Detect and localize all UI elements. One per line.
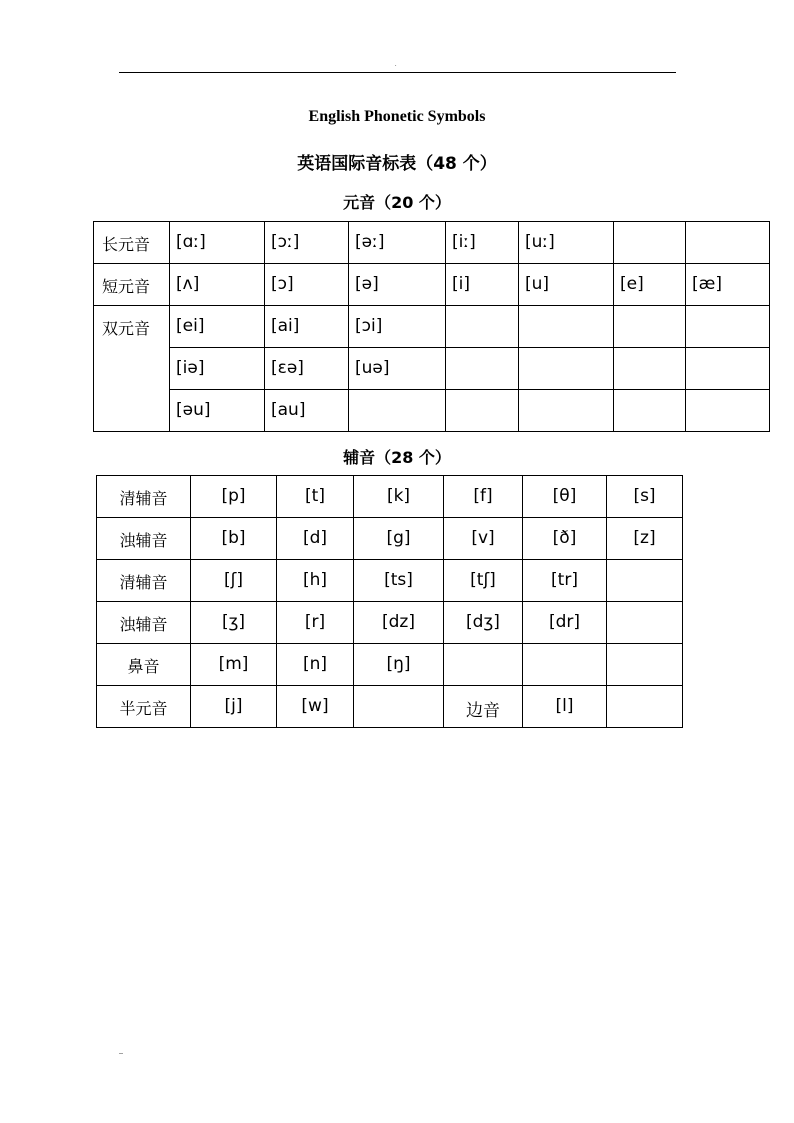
vowel-cell xyxy=(446,306,519,348)
consonant-cell: [f] xyxy=(444,476,523,518)
vowel-cell xyxy=(686,348,770,390)
vowel-cell: [uː] xyxy=(519,222,614,264)
vowel-table xyxy=(93,221,770,432)
row-label: 双元音 xyxy=(94,306,170,348)
vowel-cell: [iə] xyxy=(170,348,265,390)
vowel-cell xyxy=(446,348,519,390)
consonant-cell: [g] xyxy=(354,518,444,560)
consonant-cell: [t] xyxy=(277,476,354,518)
consonant-row xyxy=(97,518,683,560)
vowel-cell xyxy=(614,306,686,348)
vowel-cell: [uə] xyxy=(349,348,446,390)
consonant-cell: [v] xyxy=(444,518,523,560)
vowel-cell xyxy=(686,222,770,264)
consonant-cell: [l] xyxy=(523,686,607,728)
consonant-cell xyxy=(523,644,607,686)
vowel-cell: [ʌ] xyxy=(170,264,265,306)
consonant-cell xyxy=(607,644,683,686)
vowel-cell xyxy=(614,348,686,390)
header-rule xyxy=(119,72,676,73)
consonant-row xyxy=(97,686,683,728)
consonant-cell: [d] xyxy=(277,518,354,560)
consonant-cell: [z] xyxy=(607,518,683,560)
consonant-cell: [b] xyxy=(191,518,277,560)
row-label: 鼻音 xyxy=(97,644,191,686)
consonant-cell: [n] xyxy=(277,644,354,686)
empty-cell xyxy=(94,390,170,432)
consonant-cell: [tʃ] xyxy=(444,560,523,602)
consonant-cell xyxy=(607,602,683,644)
title-chinese: 英语国际音标表（48 个） xyxy=(297,154,497,174)
row-label: 半元音 xyxy=(97,686,191,728)
vowel-cell: [æ] xyxy=(686,264,770,306)
consonant-cell: [r] xyxy=(277,602,354,644)
vowel-cell: [ɑː] xyxy=(170,222,265,264)
consonant-cell xyxy=(354,686,444,728)
consonant-table xyxy=(96,475,683,728)
vowel-cell: [ə] xyxy=(349,264,446,306)
consonant-cell: [j] xyxy=(191,686,277,728)
consonant-row xyxy=(97,560,683,602)
consonant-cell: [θ] xyxy=(523,476,607,518)
vowel-row-diphthong-2 xyxy=(94,348,770,390)
consonant-cell: [ʃ] xyxy=(191,560,277,602)
consonant-cell: [s] xyxy=(607,476,683,518)
consonant-cell: [k] xyxy=(354,476,444,518)
consonant-cell: [w] xyxy=(277,686,354,728)
vowel-row-diphthong-3 xyxy=(94,390,770,432)
consonant-cell: [ʒ] xyxy=(191,602,277,644)
vowel-cell xyxy=(686,306,770,348)
vowel-cell xyxy=(614,390,686,432)
footer-dots: .. xyxy=(119,1047,123,1056)
consonant-cell: [tr] xyxy=(523,560,607,602)
vowel-cell: [i] xyxy=(446,264,519,306)
consonant-cell: [dr] xyxy=(523,602,607,644)
vowel-cell xyxy=(519,306,614,348)
header-dot: . xyxy=(395,62,397,68)
consonant-cell: [dz] xyxy=(354,602,444,644)
empty-cell xyxy=(94,348,170,390)
consonant-cell: [h] xyxy=(277,560,354,602)
consonant-cell xyxy=(607,686,683,728)
consonant-cell: [m] xyxy=(191,644,277,686)
vowel-cell xyxy=(519,348,614,390)
vowel-cell: [ɔː] xyxy=(265,222,349,264)
vowel-cell xyxy=(349,390,446,432)
vowel-cell: [iː] xyxy=(446,222,519,264)
consonant-cell: [dʒ] xyxy=(444,602,523,644)
vowel-cell: [ai] xyxy=(265,306,349,348)
row-label: 清辅音 xyxy=(97,560,191,602)
title-english: English Phonetic Symbols xyxy=(308,108,486,125)
vowel-cell: [e] xyxy=(614,264,686,306)
consonant-row xyxy=(97,476,683,518)
consonant-section-title: 辅音（28 个） xyxy=(343,448,451,467)
consonant-row xyxy=(97,644,683,686)
row-label: 短元音 xyxy=(94,264,170,306)
consonant-cell: 边音 xyxy=(444,686,523,728)
row-label: 浊辅音 xyxy=(97,518,191,560)
consonant-cell xyxy=(607,560,683,602)
vowel-cell: [u] xyxy=(519,264,614,306)
consonant-cell: [ŋ] xyxy=(354,644,444,686)
vowel-cell: [au] xyxy=(265,390,349,432)
vowel-cell xyxy=(519,390,614,432)
vowel-cell xyxy=(446,390,519,432)
vowel-row-diphthong-1 xyxy=(94,306,770,348)
vowel-cell: [ɔi] xyxy=(349,306,446,348)
consonant-cell: [ð] xyxy=(523,518,607,560)
vowel-cell xyxy=(686,390,770,432)
vowel-cell: [ei] xyxy=(170,306,265,348)
vowel-cell: [əu] xyxy=(170,390,265,432)
vowel-cell: [ɔ] xyxy=(265,264,349,306)
vowel-cell: [əː] xyxy=(349,222,446,264)
row-label: 清辅音 xyxy=(97,476,191,518)
row-label: 浊辅音 xyxy=(97,602,191,644)
vowel-cell xyxy=(614,222,686,264)
consonant-cell xyxy=(444,644,523,686)
vowel-row-short xyxy=(94,264,770,306)
consonant-cell: [ts] xyxy=(354,560,444,602)
vowel-row-long xyxy=(94,222,770,264)
vowel-section-title: 元音（20 个） xyxy=(343,193,451,212)
consonant-cell: [p] xyxy=(191,476,277,518)
consonant-row xyxy=(97,602,683,644)
row-label: 长元音 xyxy=(94,222,170,264)
vowel-cell: [ɛə] xyxy=(265,348,349,390)
